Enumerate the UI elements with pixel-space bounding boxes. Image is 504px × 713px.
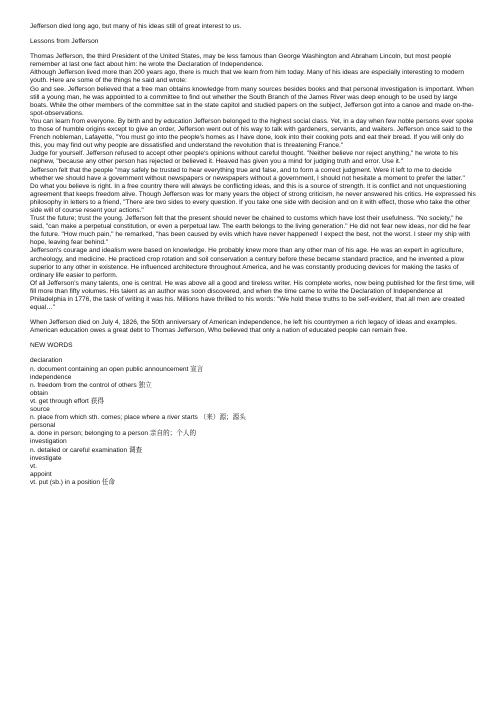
paragraph: Judge for yourself. Jefferson refused to accept other people's opinions without careful thought. "Neither believe nor reject anything," he wrote to his nephew, "because any other person has rejected or believed it. Heaved has given you a mind for judging truth and error. Use it.": [30, 150, 459, 166]
spacer: [30, 335, 476, 342]
new-words-heading: NEW WORDS: [30, 342, 73, 350]
vocab-line: obtain: [30, 389, 48, 397]
vocab-line: vt. put (sb.) in a position 任命: [30, 478, 116, 486]
closing-paragraph: When Jefferson died on July 4, 1826, the 50th anniversary of American independence, he left his countrymen a rich legacy of ideas and examples. American education owes a great debt to Thomas Jefferson, Who believed that only a nation of educated people can remain free.: [30, 319, 457, 335]
vocab-line: declaration: [30, 357, 63, 365]
vocab-line: personal: [30, 422, 56, 430]
spacer: [30, 312, 476, 319]
spacer: [30, 46, 476, 53]
vocab-line: n. place from which sth. comes; place where a river starts （来）源；源头: [30, 414, 246, 422]
paragraph: Of all Jefferson's many talents, one is central. He was above all a good and tireless writer. His complete works, now being published for the first time, will fill more than fifty volumes. His talent as an author was soon discovered, and when the time came to write the Declaration of Independence at Philadelphia in 1776, the task of writing it was his. Millions have thrilled to his words: "We hold these truths to be self-evident, that all men are created equal…": [30, 279, 475, 312]
body-paragraphs: [30, 53, 476, 312]
vocab-line: n. freedom from the control of others 独立: [30, 381, 152, 389]
paragraph: Jefferson's courage and idealism were based on knowledge. He probably knew more than any other man of his age. He was an expert in agriculture, archeology, and medicine. He practiced crop rotation and soil conservation a century before these became standard practice, and he invented a plow superior to any other in existence. He influenced architecture throughout America, and he was constantly producing devices for making the tasks of ordinary life easier to perform.: [30, 247, 465, 279]
document-title: Lessons from Jefferson: [30, 38, 99, 46]
spacer: [30, 31, 476, 38]
paragraph: Go and see. Jefferson believed that a free man obtains knowledge from many sources besides books and that personal investigation is important. When still a young man, he was appointed to a committee to find out whether the South Branch of the James River was deep enough to be used by large boats. While the other members of the committee sat in the state capitol and studied papers on the subject, Jefferson got into a canoe and made on-the-spot-observations.: [30, 85, 474, 117]
vocab-line: appoint: [30, 470, 52, 478]
vocab-line: n. document containing an open public announcement 宣言: [30, 365, 204, 373]
vocab-line: investigation: [30, 438, 67, 446]
paragraph: You can learn from everyone. By birth and by education Jefferson belonged to the highest social class. Yet, in a day when few noble persons ever spoke to those of humble origins except to give an order, Jefferson went out of his way to talk with gardeners, servants, and waiters. Jefferson once said to the French nobleman, Lafayette, "You must go into the people's homes as I have done, look into their cooking pots and eat their bread. If you will only do this, you may find out why people are dissatisfied and understand the revolution that is threatening France.": [30, 117, 474, 150]
vocab-line: investigate: [30, 454, 62, 462]
paragraph: Although Jefferson lived more than 200 years ago, there is much that we learn from him today. Many of his ideas are especially interesting to modern youth. Here are some of the things he said and wrote:: [30, 69, 465, 85]
vocab-line: a. done in person; belonging to a person 亲自的；个人的: [30, 430, 197, 438]
spacer: [30, 350, 476, 357]
vocab-line: vt.: [30, 462, 37, 470]
paragraph: Trust the future; trust the young. Jefferson felt that the present should never be chained to customs which have lost their usefulness. "No society," he said, "can make a perpetual constitution, or even a perpetual law. The earth belongs to the living generation." He did not fear new ideas, nor did he fear the future. "How much pain," he remarked, "has been caused by evils which have never happened! I expect the best, not the worst. I steer my ship with hope, leaving fear behind.": [30, 215, 471, 247]
vocab-line: vt. get through effort 获得: [30, 397, 104, 405]
intro-text: Jefferson died long ago, but many of his ideas still of great interest to us.: [30, 23, 242, 30]
paragraph: Do what you believe is right. In a free country there will always be conflicting ideas, and this is a source of strength. It is conflict and not unquestioning agreement that keeps freedom alive. Though Jefferson was for many years the object of strong criticism, he never answered his critics. He expressed his philosophy in letters to a friend, "There are two sides to every question. If you take one side with decision and on it with effect, those who take the other side will of course resent your actions.": [30, 182, 476, 214]
vocab-line: source: [30, 406, 50, 414]
vocab-line: independence: [30, 373, 72, 381]
vocab-line: n. detailed or careful examination 调查: [30, 446, 143, 454]
paragraph: Jefferson felt that the people "may safely be trusted to hear everything true and false, and to form a correct judgment. Were it left to me to decide whether we should have a government without newspapers or newspapers without a government, I should not hesitate a moment to prefer the latter.": [30, 166, 465, 182]
paragraph: Thomas Jefferson, the third President of the United States, may be less famous than George Washington and Abraham Lincoln, but most people remember at last one fact about him: he wrote the Declaration of Independence.: [30, 53, 452, 69]
vocabulary-list: [30, 357, 476, 487]
